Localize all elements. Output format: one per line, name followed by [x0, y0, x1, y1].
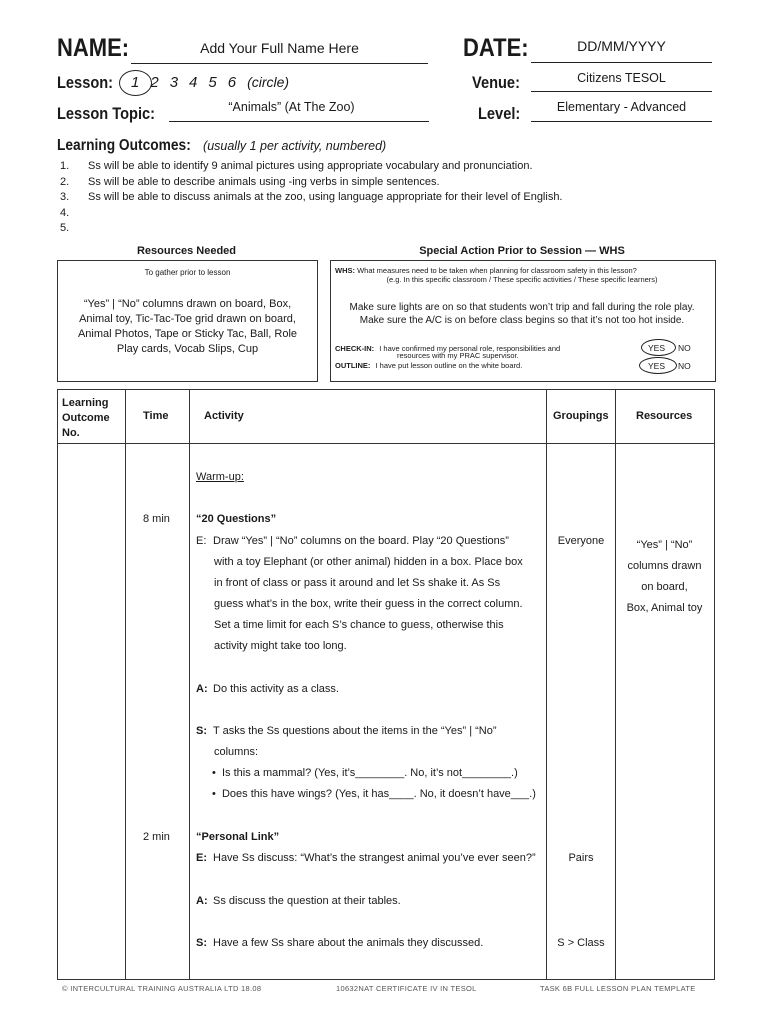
venue-label: Venue:: [472, 73, 520, 92]
date-field[interactable]: DD/MM/YYYY: [577, 38, 666, 54]
lesson-circle-note: (circle): [247, 74, 290, 90]
bullet-icon: •: [212, 788, 216, 800]
checkin-no-option[interactable]: NO: [678, 343, 691, 353]
col-divider: [615, 389, 616, 979]
activity-active-label: A:: [196, 895, 208, 907]
activity-text-line[interactable]: guess what’s in the box, write their guess in the correct column.: [214, 598, 523, 610]
lesson-label: Lesson:: [57, 73, 114, 92]
footer-copyright: © INTERCULTURAL TRAINING AUSTRALIA LTD 18.08: [62, 984, 262, 993]
venue-field[interactable]: Citizens TESOL: [577, 71, 666, 85]
col-divider: [546, 389, 547, 979]
resources-cell[interactable]: “Yes” | “No” columns drawn on board, Box, Animal toy: [626, 539, 703, 614]
lesson-number-3[interactable]: 3: [169, 74, 179, 91]
resources-subtitle: To gather prior to lesson: [144, 268, 231, 277]
activity-title: “Personal Link”: [196, 831, 280, 843]
activity-text-line[interactable]: in front of class or pass it around and let Ss shake it. As Ss: [214, 577, 501, 589]
topic-underline: [169, 121, 429, 122]
bullet-icon: •: [212, 767, 216, 779]
header-activity: Activity: [204, 410, 244, 422]
outline-yes-circle-mark: [639, 357, 677, 374]
level-field[interactable]: Elementary - Advanced: [556, 100, 687, 114]
activity-text-line[interactable]: Do this activity as a class.: [213, 683, 339, 695]
checkin-yes-option[interactable]: YES: [648, 343, 666, 353]
whs-answer[interactable]: Make sure lights are on so that students won’t trip and fall during the role play. Make sure the A/C is on before class begins so that it’s not too hot inside.: [349, 302, 695, 326]
activity-text-line[interactable]: Draw “Yes” | “No” columns on the board. Play “20 Questions”: [213, 535, 509, 547]
header-time: Time: [143, 410, 169, 422]
outcome-item: 4.: [60, 206, 70, 219]
lesson-1-circle-mark: [119, 70, 152, 96]
checkin-yes-circle-mark: [641, 339, 676, 356]
level-label: Level:: [478, 104, 521, 123]
outcome-item: 2. Ss will be able to describe animals using -ing verbs in simple sentences.: [60, 175, 440, 188]
lesson-number-6[interactable]: 6: [227, 74, 237, 91]
activity-engage-label: E:: [196, 852, 207, 864]
outcome-item: 5.: [60, 222, 70, 234]
activity-study-label: S:: [196, 725, 207, 737]
grouping-cell[interactable]: Pairs: [568, 852, 594, 864]
col-divider: [189, 389, 190, 979]
checkin-text-line2: resources with my PRAC supervisor.: [397, 351, 519, 360]
resources-box: [57, 260, 318, 382]
outcome-item: 3. Ss will be able to discuss animals at the zoo, using language appropriate for their level of English.: [60, 191, 563, 203]
date-underline: [531, 62, 712, 63]
name-label: NAME:: [57, 34, 130, 62]
name-underline: [131, 63, 428, 64]
resources-list[interactable]: “Yes” | “No” columns drawn on board, Box, Animal toy, Tic-Tac-Toe grid drawn on board, Animal Photos, Tape or Sticky Tac, Ball, Role Play cards, Vocab Slips, Cup: [77, 298, 298, 355]
learning-outcomes-heading: [57, 137, 386, 155]
whs-question-line1: WHS: What measures need to be taken when planning for classroom safety in this lesson?: [335, 266, 637, 275]
bullet-item[interactable]: • Is this a mammal? (Yes, it’s________. No, it’s not________.): [212, 767, 518, 779]
name-field[interactable]: Add Your Full Name Here: [200, 40, 359, 56]
lesson-plan-table: [57, 389, 715, 980]
lesson-number-5[interactable]: 5: [208, 74, 217, 91]
activity-text-line[interactable]: columns:: [214, 746, 259, 758]
checkin-row: CHECK-IN: I have confirmed my personal role, responsibilities and: [335, 344, 561, 353]
whs-question-line2: (e.g. In this specific classroom / These specific activities / These specific learners): [386, 275, 658, 284]
level-underline: [531, 121, 712, 122]
header-groupings: Groupings: [553, 410, 609, 422]
activity-active-label: A:: [196, 683, 208, 695]
grouping-cell[interactable]: S > Class: [557, 937, 605, 949]
activity-text-line[interactable]: Have Ss discuss: “What’s the strangest animal you’ve ever seen?”: [213, 852, 536, 864]
activity-text-line[interactable]: Ss discuss the question at their tables.: [213, 895, 401, 907]
whs-title: Special Action Prior to Session — WHS: [419, 245, 625, 257]
col-divider: [125, 389, 126, 979]
header-learning-outcome: Learning Outcome No.: [62, 397, 110, 439]
outcomes-list: [60, 159, 710, 237]
lesson-number-1[interactable]: 1: [131, 74, 140, 91]
time-cell[interactable]: 8 min: [143, 513, 170, 525]
lesson-number-4[interactable]: 4: [189, 74, 198, 91]
outline-yes-option[interactable]: YES: [648, 361, 666, 371]
activity-text-line[interactable]: activity might take too long.: [214, 640, 347, 652]
date-label: DATE:: [463, 34, 529, 62]
activity-text-line[interactable]: Set a time limit for each S’s chance to guess, otherwise this: [214, 619, 504, 631]
outline-row: OUTLINE: I have put lesson outline on the white board.: [335, 361, 523, 370]
venue-underline: [531, 91, 712, 92]
time-cell[interactable]: 2 min: [143, 831, 170, 843]
topic-label: Lesson Topic:: [57, 104, 156, 123]
activity-text-line[interactable]: with a toy Elephant (or other animal) hidden in a box. Place box: [214, 556, 523, 568]
activity-study-label: S:: [196, 937, 207, 949]
resources-title: Resources Needed: [136, 245, 237, 257]
header-resources: Resources: [636, 410, 693, 422]
activity-engage-label: E:: [196, 535, 207, 547]
outcome-item: 1. Ss will be able to identify 9 animal pictures using appropriate vocabulary and pronunciation.: [60, 160, 533, 172]
warmup-heading: Warm-up:: [196, 471, 244, 483]
footer-course: 10632NAT CERTIFICATE IV IN TESOL: [336, 984, 477, 993]
lesson-number-selector[interactable]: [131, 74, 300, 91]
bullet-item[interactable]: • Does this have wings? (Yes, it has____. No, it doesn’t have___.): [212, 788, 536, 800]
topic-field[interactable]: “Animals” (At The Zoo): [228, 100, 355, 114]
outcomes-note: (usually 1 per activity, numbered): [203, 139, 387, 153]
footer-task: TASK 6B FULL LESSON PLAN TEMPLATE: [540, 984, 696, 993]
activity-text-line[interactable]: T asks the Ss questions about the items in the “Yes” | “No”: [213, 725, 497, 737]
activity-title: “20 Questions”: [196, 513, 277, 525]
activity-text-line[interactable]: Have a few Ss share about the animals they discussed.: [213, 937, 484, 949]
outline-no-option[interactable]: NO: [678, 361, 691, 371]
grouping-cell[interactable]: Everyone: [557, 535, 605, 547]
outcomes-title: Learning Outcomes:: [57, 137, 191, 154]
lesson-number-2[interactable]: 2: [150, 74, 159, 91]
